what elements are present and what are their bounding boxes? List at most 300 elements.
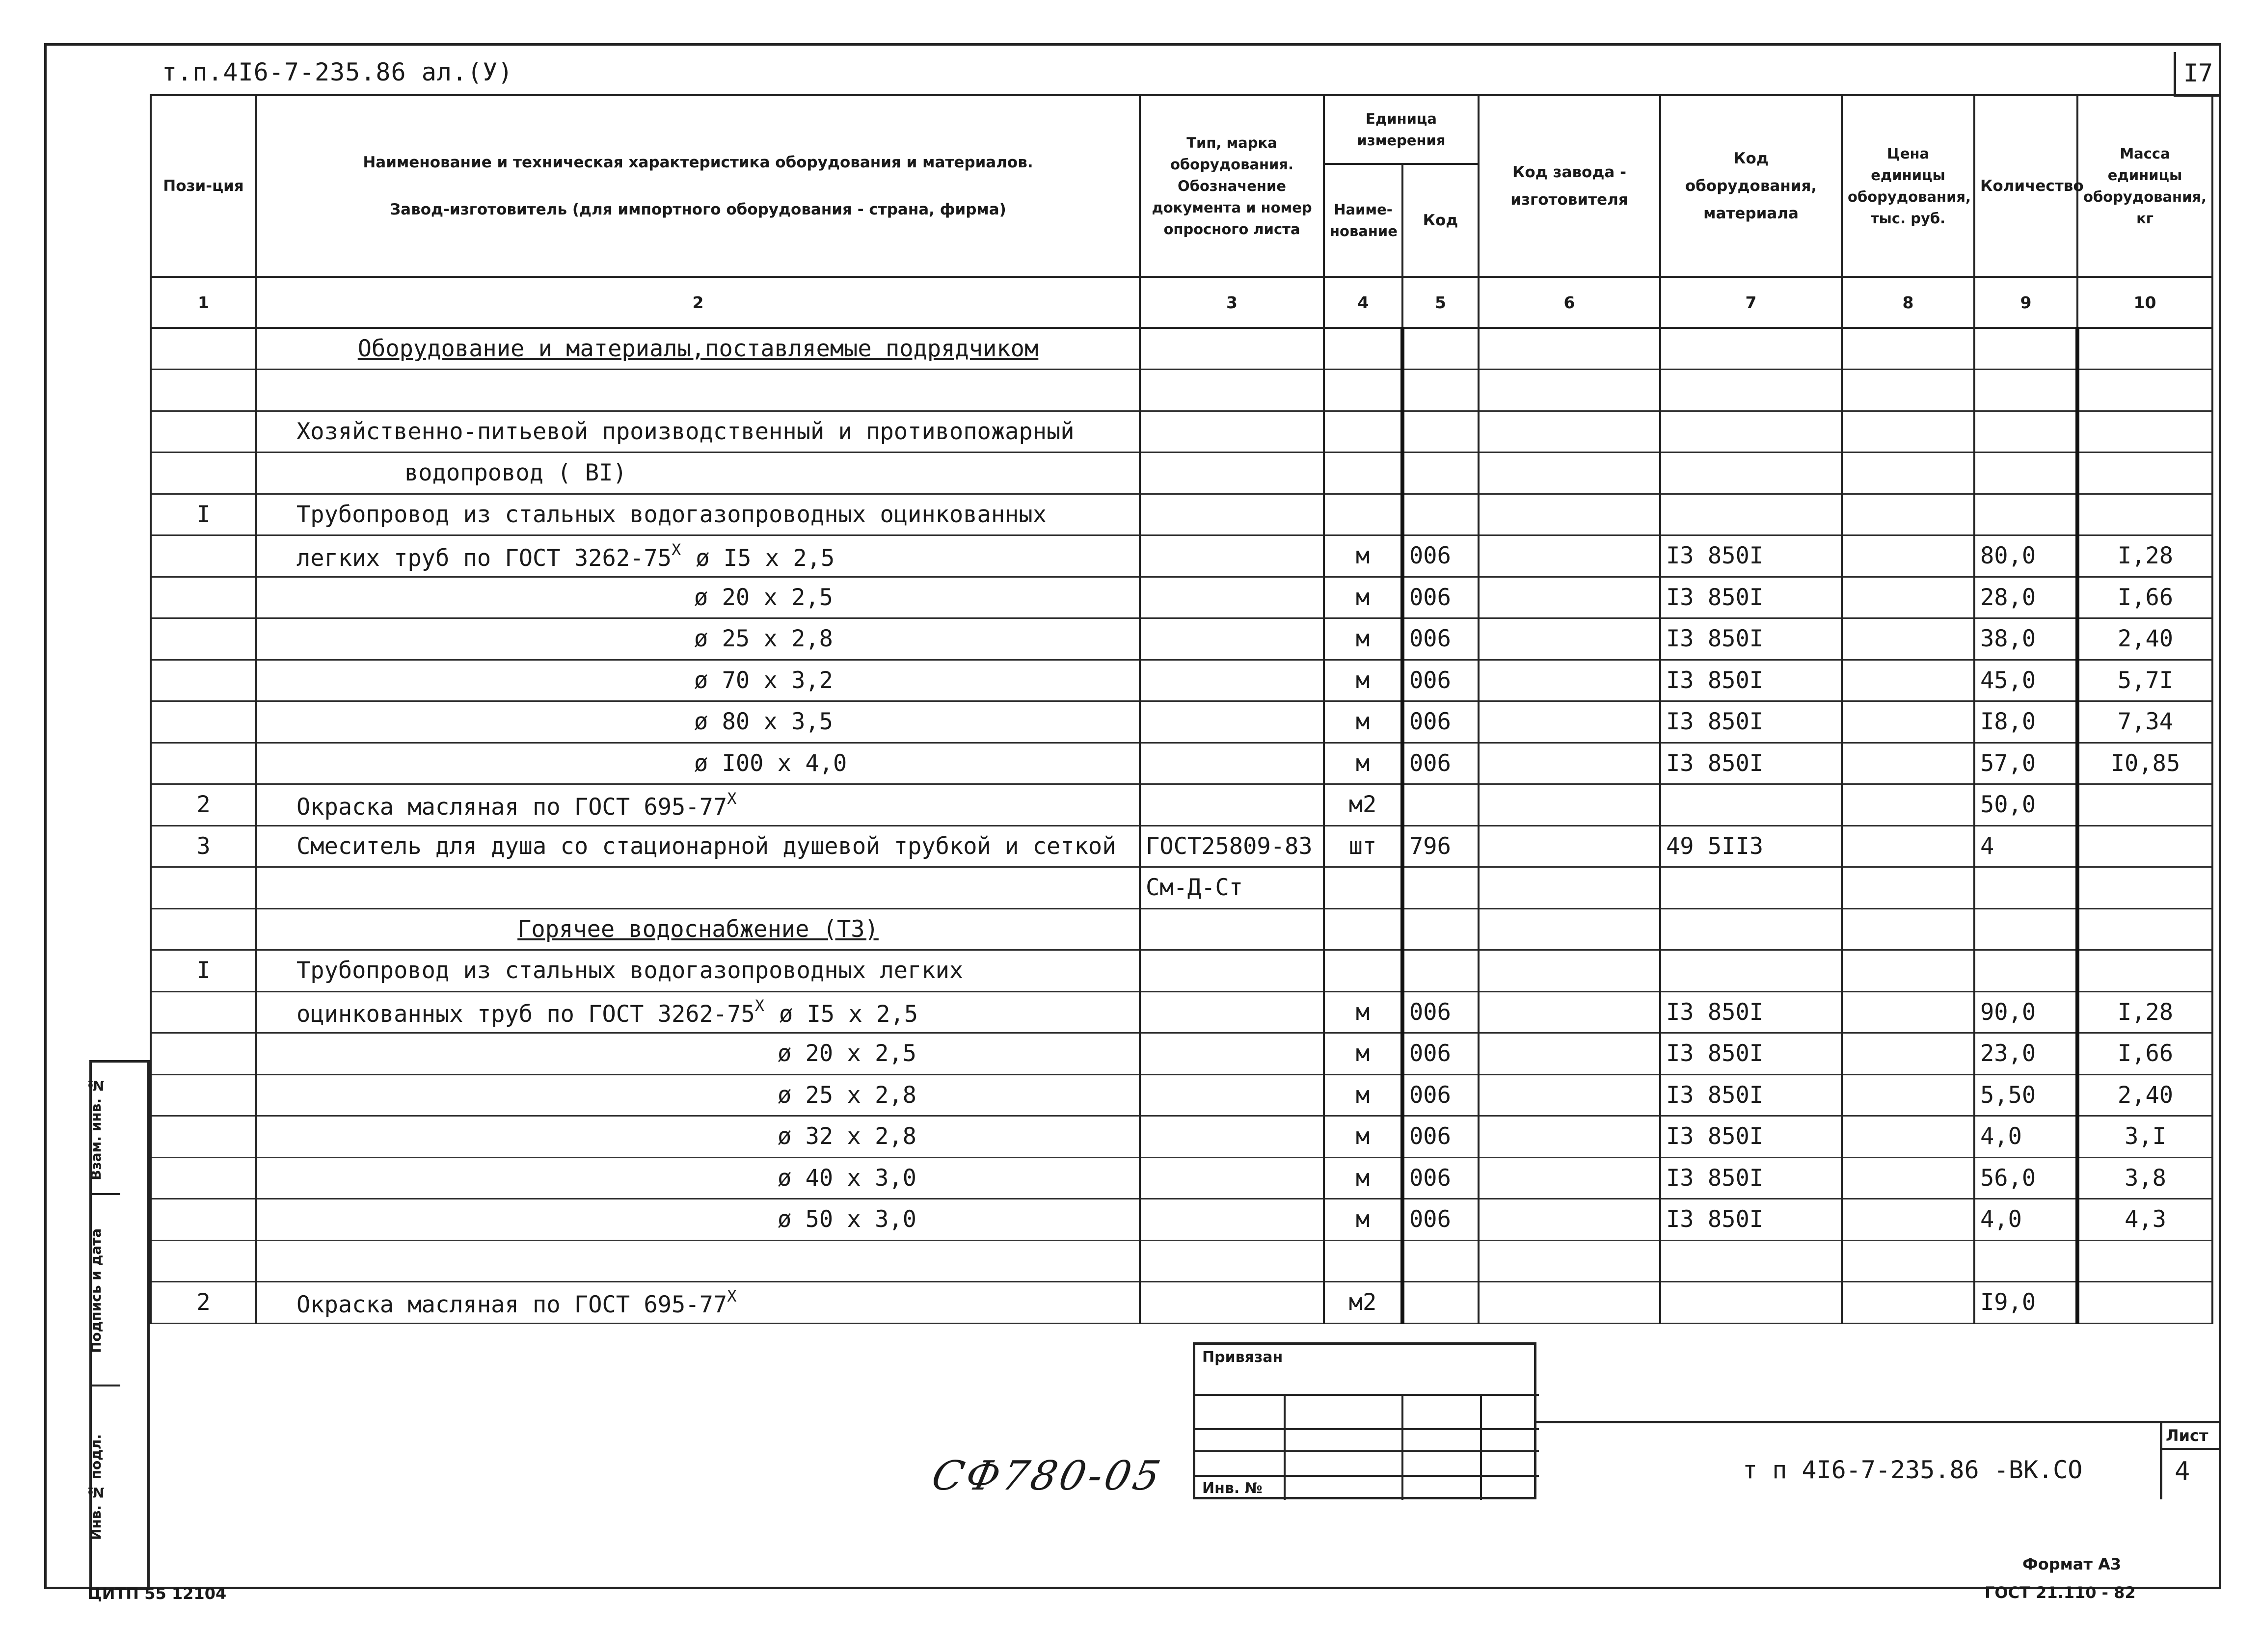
cell-dimension: ø 25 x 2,8 [778, 1081, 916, 1109]
side-stamp-strip [89, 1060, 150, 1590]
cell-price [1842, 950, 1974, 992]
cell-factory-code [1479, 991, 1660, 1033]
stamp-bound-label: Привязан [1202, 1349, 1283, 1366]
cell-quantity [1974, 950, 2077, 992]
col-header-name-line2: Завод-изготовитель (для импортного оборудования - страна, фирма) [390, 201, 1006, 218]
cell-type [1140, 618, 1324, 660]
cell-quantity: 45,0 [1974, 660, 2077, 701]
table-row [151, 660, 2212, 701]
cell-mass: 2,40 [2077, 1074, 2212, 1116]
cell-factory-code [1479, 743, 1660, 784]
cell-equipment-code: I3 850I [1660, 535, 1842, 577]
cell-unit [1324, 328, 1402, 370]
cell-factory-code [1479, 1282, 1660, 1324]
side-label-original: Инв. № подл. [88, 1434, 104, 1540]
cell-name-text: легких труб по ГОСТ 3262-75 [296, 544, 672, 572]
cell-unit [1324, 411, 1402, 453]
cell-factory-code [1479, 867, 1660, 909]
side-cell-signature [88, 1195, 120, 1386]
cell-dimension: ø I00 x 4,0 [694, 749, 847, 777]
cell-unit: м2 [1324, 784, 1402, 826]
cell-equipment-code: I3 850I [1660, 1074, 1842, 1116]
cell-name [256, 908, 1140, 950]
cell-name [256, 1240, 1140, 1282]
cell-dimension: ø 70 x 3,2 [694, 666, 833, 694]
cell-factory-code [1479, 618, 1660, 660]
cell-unit: м [1324, 618, 1402, 660]
column-number: 2 [256, 277, 1140, 328]
stamp-line [1284, 1394, 1286, 1500]
stamp-line [1195, 1428, 1539, 1430]
cell-name [256, 494, 1140, 535]
cell-price [1842, 701, 1974, 743]
cell-position [151, 618, 256, 660]
cell-quantity: 5,50 [1974, 1074, 2077, 1116]
cell-price [1842, 1116, 1974, 1158]
column-number: 7 [1660, 277, 1842, 328]
cell-equipment-code [1660, 784, 1842, 826]
cell-unit-code: 006 [1402, 1116, 1479, 1158]
cell-equipment-code [1660, 1240, 1842, 1282]
cell-price [1842, 908, 1974, 950]
cell-factory-code [1479, 950, 1660, 992]
cell-position [151, 743, 256, 784]
cell-unit-code [1402, 453, 1479, 494]
cell-quantity [1974, 494, 2077, 535]
cell-position: 2 [151, 1282, 256, 1324]
cell-type [1140, 411, 1324, 453]
cell-unit [1324, 494, 1402, 535]
cell-equipment-code [1660, 908, 1842, 950]
footer-format: Формат А3 [2022, 1555, 2122, 1573]
cell-price [1842, 1157, 1974, 1199]
handwritten-note: СФ780-05 [927, 1453, 1167, 1499]
col-header-unit-code: Код [1402, 164, 1479, 277]
cell-mass [2077, 908, 2212, 950]
cell-position: 2 [151, 784, 256, 826]
cell-quantity: 23,0 [1974, 1033, 2077, 1075]
cell-price [1842, 1282, 1974, 1324]
cell-type [1140, 370, 1324, 411]
cell-equipment-code: I3 850I [1660, 618, 1842, 660]
cell-quantity: 80,0 [1974, 535, 2077, 577]
cell-quantity [1974, 908, 2077, 950]
cell-position [151, 867, 256, 909]
cell-type [1140, 1240, 1324, 1282]
cell-unit-code [1402, 494, 1479, 535]
cell-equipment-code: I3 850I [1660, 577, 1842, 618]
cell-unit-code [1402, 328, 1479, 370]
stamp-line [1195, 1475, 1539, 1477]
cell-position [151, 1240, 256, 1282]
cell-type [1140, 328, 1324, 370]
side-label-signature: Подпись и дата [88, 1228, 104, 1354]
cell-type [1140, 660, 1324, 701]
cell-name [256, 1199, 1140, 1241]
table-row [151, 1199, 2212, 1241]
cell-mass: I,28 [2077, 991, 2212, 1033]
cell-name [256, 1116, 1140, 1158]
cell-name-text: Горячее водоснабжение (Т3) [517, 915, 879, 943]
cell-type: См-Д-Ст [1140, 867, 1324, 909]
cell-factory-code [1479, 577, 1660, 618]
cell-mass [2077, 784, 2212, 826]
column-number: 8 [1842, 277, 1974, 328]
cell-type [1140, 535, 1324, 577]
cell-name [256, 826, 1140, 867]
cell-quantity: 4 [1974, 826, 2077, 867]
cell-mass: I0,85 [2077, 743, 2212, 784]
cell-price [1842, 991, 1974, 1033]
cell-type [1140, 908, 1324, 950]
cell-mass: 2,40 [2077, 618, 2212, 660]
cell-equipment-code [1660, 950, 1842, 992]
cell-unit-code [1402, 784, 1479, 826]
sheet-label: Лист [2166, 1426, 2208, 1445]
cell-unit-code: 006 [1402, 1074, 1479, 1116]
cell-name [256, 743, 1140, 784]
footer-left: ЦИТП 55 12104 [87, 1584, 227, 1603]
cell-unit: м [1324, 660, 1402, 701]
table-row [151, 1033, 2212, 1075]
cell-quantity: 56,0 [1974, 1157, 2077, 1199]
cell-factory-code [1479, 1074, 1660, 1116]
cell-type [1140, 991, 1324, 1033]
cell-type [1140, 577, 1324, 618]
cell-quantity: 4,0 [1974, 1116, 2077, 1158]
cell-mass: 3,8 [2077, 1157, 2212, 1199]
cell-type [1140, 701, 1324, 743]
cell-factory-code [1479, 494, 1660, 535]
cell-type [1140, 950, 1324, 992]
cell-factory-code [1479, 1157, 1660, 1199]
cell-unit: м [1324, 743, 1402, 784]
cell-dimension: ø 32 x 2,8 [778, 1123, 916, 1150]
cell-name [256, 784, 1140, 826]
cell-name-text: Хозяйственно-питьевой производственный и противопожарный [296, 418, 1075, 445]
cell-unit: м [1324, 1033, 1402, 1075]
column-number: 9 [1974, 277, 2077, 328]
table-row [151, 494, 2212, 535]
cell-unit-code: 006 [1402, 577, 1479, 618]
table-row [151, 535, 2212, 577]
cell-position [151, 1157, 256, 1199]
cell-unit [1324, 908, 1402, 950]
cell-position [151, 701, 256, 743]
table-row [151, 908, 2212, 950]
stamp-line [1480, 1394, 1482, 1500]
cell-unit-code: 006 [1402, 743, 1479, 784]
cell-unit [1324, 1240, 1402, 1282]
cell-type [1140, 743, 1324, 784]
cell-unit-code [1402, 867, 1479, 909]
cell-name [256, 1157, 1140, 1199]
cell-unit [1324, 950, 1402, 992]
cell-name [256, 1074, 1140, 1116]
cell-unit: шт [1324, 826, 1402, 867]
cell-unit: м [1324, 701, 1402, 743]
cell-dimension: ø 80 x 3,5 [694, 708, 833, 736]
table-row [151, 991, 2212, 1033]
cell-quantity [1974, 453, 2077, 494]
sheet-number: 4 [2175, 1457, 2190, 1486]
cell-unit-code [1402, 1282, 1479, 1324]
cell-position [151, 1074, 256, 1116]
cell-unit: м [1324, 1074, 1402, 1116]
table-row [151, 826, 2212, 867]
cell-quantity: 50,0 [1974, 784, 2077, 826]
cell-quantity [1974, 370, 2077, 411]
superscript-mark: X [727, 789, 737, 808]
cell-unit-code: 006 [1402, 535, 1479, 577]
column-number: 10 [2077, 277, 2212, 328]
cell-mass: 7,34 [2077, 701, 2212, 743]
col-header-position: Пози-ция [151, 95, 256, 277]
cell-equipment-code [1660, 411, 1842, 453]
cell-name [256, 991, 1140, 1033]
cell-type [1140, 1199, 1324, 1241]
cell-type [1140, 1074, 1324, 1116]
specification-table [150, 94, 2213, 1324]
document-title: т.п.4I6-7-235.86 ал.(У) [162, 58, 513, 86]
cell-unit: м [1324, 1199, 1402, 1241]
superscript-mark: X [672, 540, 681, 559]
cell-unit: м [1324, 991, 1402, 1033]
cell-factory-code [1479, 328, 1660, 370]
table-row [151, 701, 2212, 743]
cell-name [256, 950, 1140, 992]
cell-unit [1324, 867, 1402, 909]
cell-position [151, 370, 256, 411]
column-number: 4 [1324, 277, 1402, 328]
document-code: т п 4I6-7-235.86 -ВК.СО [1743, 1456, 2083, 1484]
cell-unit-code: 006 [1402, 1199, 1479, 1241]
cell-name-text: Окраска масляная по ГОСТ 695-77 [296, 793, 727, 821]
cell-factory-code [1479, 1033, 1660, 1075]
cell-equipment-code: I3 850I [1660, 1157, 1842, 1199]
cell-mass [2077, 826, 2212, 867]
cell-equipment-code: I3 850I [1660, 1033, 1842, 1075]
cell-factory-code [1479, 826, 1660, 867]
col-header-type: Тип, марка оборудования. Обозначение документа и номер опросного листа [1140, 95, 1324, 277]
cell-type [1140, 494, 1324, 535]
cell-price [1842, 784, 1974, 826]
cell-name [256, 660, 1140, 701]
col-header-price: Цена единицы оборудования, тыс. руб. [1842, 95, 1974, 277]
cell-factory-code [1479, 701, 1660, 743]
stamp-inv-label: Инв. № [1202, 1480, 1263, 1497]
cell-factory-code [1479, 1240, 1660, 1282]
cell-quantity [1974, 328, 2077, 370]
cell-position: 3 [151, 826, 256, 867]
cell-mass [2077, 453, 2212, 494]
cell-unit-code: 006 [1402, 660, 1479, 701]
footer-right: ГОСТ 21.110 - 82 [1985, 1583, 2136, 1602]
cell-equipment-code: I3 850I [1660, 1116, 1842, 1158]
cell-position [151, 453, 256, 494]
cell-equipment-code: I3 850I [1660, 701, 1842, 743]
table-row [151, 784, 2212, 826]
cell-name [256, 453, 1140, 494]
cell-price [1842, 1033, 1974, 1075]
cell-mass [2077, 328, 2212, 370]
cell-position [151, 991, 256, 1033]
cell-quantity: 90,0 [1974, 991, 2077, 1033]
cell-name-text: Трубопровод из стальных водогазопроводных оцинкованных [296, 501, 1047, 528]
stamp-line [1195, 1394, 1539, 1396]
sheet-box-divider [2160, 1448, 2221, 1450]
cell-name-text: оцинкованных труб по ГОСТ 3262-75 [296, 1001, 755, 1028]
cell-unit [1324, 370, 1402, 411]
cell-quantity: I8,0 [1974, 701, 2077, 743]
cell-name [256, 328, 1140, 370]
table-row [151, 453, 2212, 494]
cell-equipment-code: I3 850I [1660, 1199, 1842, 1241]
cell-equipment-code: I3 850I [1660, 991, 1842, 1033]
cell-position [151, 908, 256, 950]
cell-dimension: ø 50 x 3,0 [778, 1206, 916, 1233]
cell-unit: м [1324, 577, 1402, 618]
column-number: 3 [1140, 277, 1324, 328]
stamp-line [1195, 1450, 1539, 1452]
cell-mass [2077, 950, 2212, 992]
cell-factory-code [1479, 1199, 1660, 1241]
cell-unit-code: 006 [1402, 991, 1479, 1033]
cell-equipment-code [1660, 370, 1842, 411]
cell-name [256, 577, 1140, 618]
cell-price [1842, 1240, 1974, 1282]
cell-factory-code [1479, 1116, 1660, 1158]
table-row [151, 950, 2212, 992]
cell-unit-code: 006 [1402, 1157, 1479, 1199]
cell-position [151, 411, 256, 453]
col-header-factory-code: Код завода - изготовителя [1479, 95, 1660, 277]
col-header-unit-name: Наиме-нование [1324, 164, 1402, 277]
cell-unit: м2 [1324, 1282, 1402, 1324]
cell-name [256, 618, 1140, 660]
cell-price [1842, 577, 1974, 618]
cell-dimension: ø I5 x 2,5 [696, 544, 835, 572]
cell-equipment-code [1660, 453, 1842, 494]
cell-mass: I,66 [2077, 577, 2212, 618]
cell-name-text: водопровод ( BI) [404, 459, 627, 487]
cell-factory-code [1479, 535, 1660, 577]
cell-position: I [151, 494, 256, 535]
cell-unit: м [1324, 1116, 1402, 1158]
cell-unit-code [1402, 950, 1479, 992]
cell-factory-code [1479, 784, 1660, 826]
column-number: 5 [1402, 277, 1479, 328]
side-cell-replacement [88, 1063, 120, 1195]
cell-unit-code: 006 [1402, 1033, 1479, 1075]
cell-name [256, 1033, 1140, 1075]
cell-price [1842, 411, 1974, 453]
cell-position [151, 328, 256, 370]
cell-mass [2077, 370, 2212, 411]
cell-unit-code: 006 [1402, 701, 1479, 743]
cell-mass: 4,3 [2077, 1199, 2212, 1241]
cell-quantity: I9,0 [1974, 1282, 2077, 1324]
side-cell-original [88, 1386, 120, 1588]
cell-quantity: 4,0 [1974, 1199, 2077, 1241]
cell-unit-code [1402, 411, 1479, 453]
cell-price [1842, 494, 1974, 535]
cell-mass: I,28 [2077, 535, 2212, 577]
cell-dimension: ø I5 x 2,5 [779, 1001, 918, 1028]
stamp-line [1401, 1394, 1403, 1500]
cell-dimension: ø 40 x 3,0 [778, 1164, 916, 1192]
cell-price [1842, 1199, 1974, 1241]
cell-unit-code [1402, 908, 1479, 950]
cell-name [256, 411, 1140, 453]
cell-unit-code [1402, 1240, 1479, 1282]
cell-price [1842, 826, 1974, 867]
cell-name [256, 867, 1140, 909]
cell-quantity [1974, 411, 2077, 453]
cell-mass: 3,I [2077, 1116, 2212, 1158]
col-header-unit: Единица измерения [1324, 95, 1479, 164]
cell-price [1842, 867, 1974, 909]
cell-type [1140, 453, 1324, 494]
cell-mass [2077, 411, 2212, 453]
cell-mass [2077, 1240, 2212, 1282]
cell-name [256, 1282, 1140, 1324]
cell-price [1842, 535, 1974, 577]
cell-factory-code [1479, 660, 1660, 701]
cell-name [256, 535, 1140, 577]
table-row [151, 867, 2212, 909]
cell-quantity [1974, 1240, 2077, 1282]
cell-unit-code: 796 [1402, 826, 1479, 867]
cell-type [1140, 1157, 1324, 1199]
cell-equipment-code: 49 5II3 [1660, 826, 1842, 867]
cell-quantity: 38,0 [1974, 618, 2077, 660]
cell-factory-code [1479, 370, 1660, 411]
cell-quantity: 57,0 [1974, 743, 2077, 784]
cell-position [151, 1033, 256, 1075]
cell-unit [1324, 453, 1402, 494]
cell-name-text: Трубопровод из стальных водогазопроводных легких [296, 957, 964, 985]
cell-name-text: Оборудование и материалы,поставляемые подрядчиком [357, 335, 1039, 362]
side-label-replacement: Взам. инв. № [88, 1077, 104, 1180]
cell-quantity: 28,0 [1974, 577, 2077, 618]
cell-unit: м [1324, 535, 1402, 577]
cell-price [1842, 618, 1974, 660]
cell-name [256, 701, 1140, 743]
col-header-equipment-code: Код оборудования, материала [1660, 95, 1842, 277]
cell-price [1842, 370, 1974, 411]
cell-price [1842, 743, 1974, 784]
superscript-mark: X [754, 996, 765, 1015]
cell-unit-code [1402, 370, 1479, 411]
col-header-name-line1: Наименование и техническая характеристика оборудования и материалов. [363, 154, 1033, 171]
table-row [151, 618, 2212, 660]
cell-factory-code [1479, 411, 1660, 453]
cell-name-text: Смеситель для душа со стационарной душевой трубкой и сеткой [296, 832, 1116, 860]
column-number: 6 [1479, 277, 1660, 328]
cell-price [1842, 453, 1974, 494]
superscript-mark: X [727, 1286, 737, 1306]
cell-equipment-code [1660, 867, 1842, 909]
cell-dimension: ø 20 x 2,5 [694, 584, 833, 611]
cell-position [151, 1116, 256, 1158]
cell-mass [2077, 1282, 2212, 1324]
cell-equipment-code [1660, 494, 1842, 535]
table-row [151, 370, 2212, 411]
cell-position [151, 660, 256, 701]
cell-dimension: ø 20 x 2,5 [778, 1040, 916, 1067]
table-row [151, 743, 2212, 784]
